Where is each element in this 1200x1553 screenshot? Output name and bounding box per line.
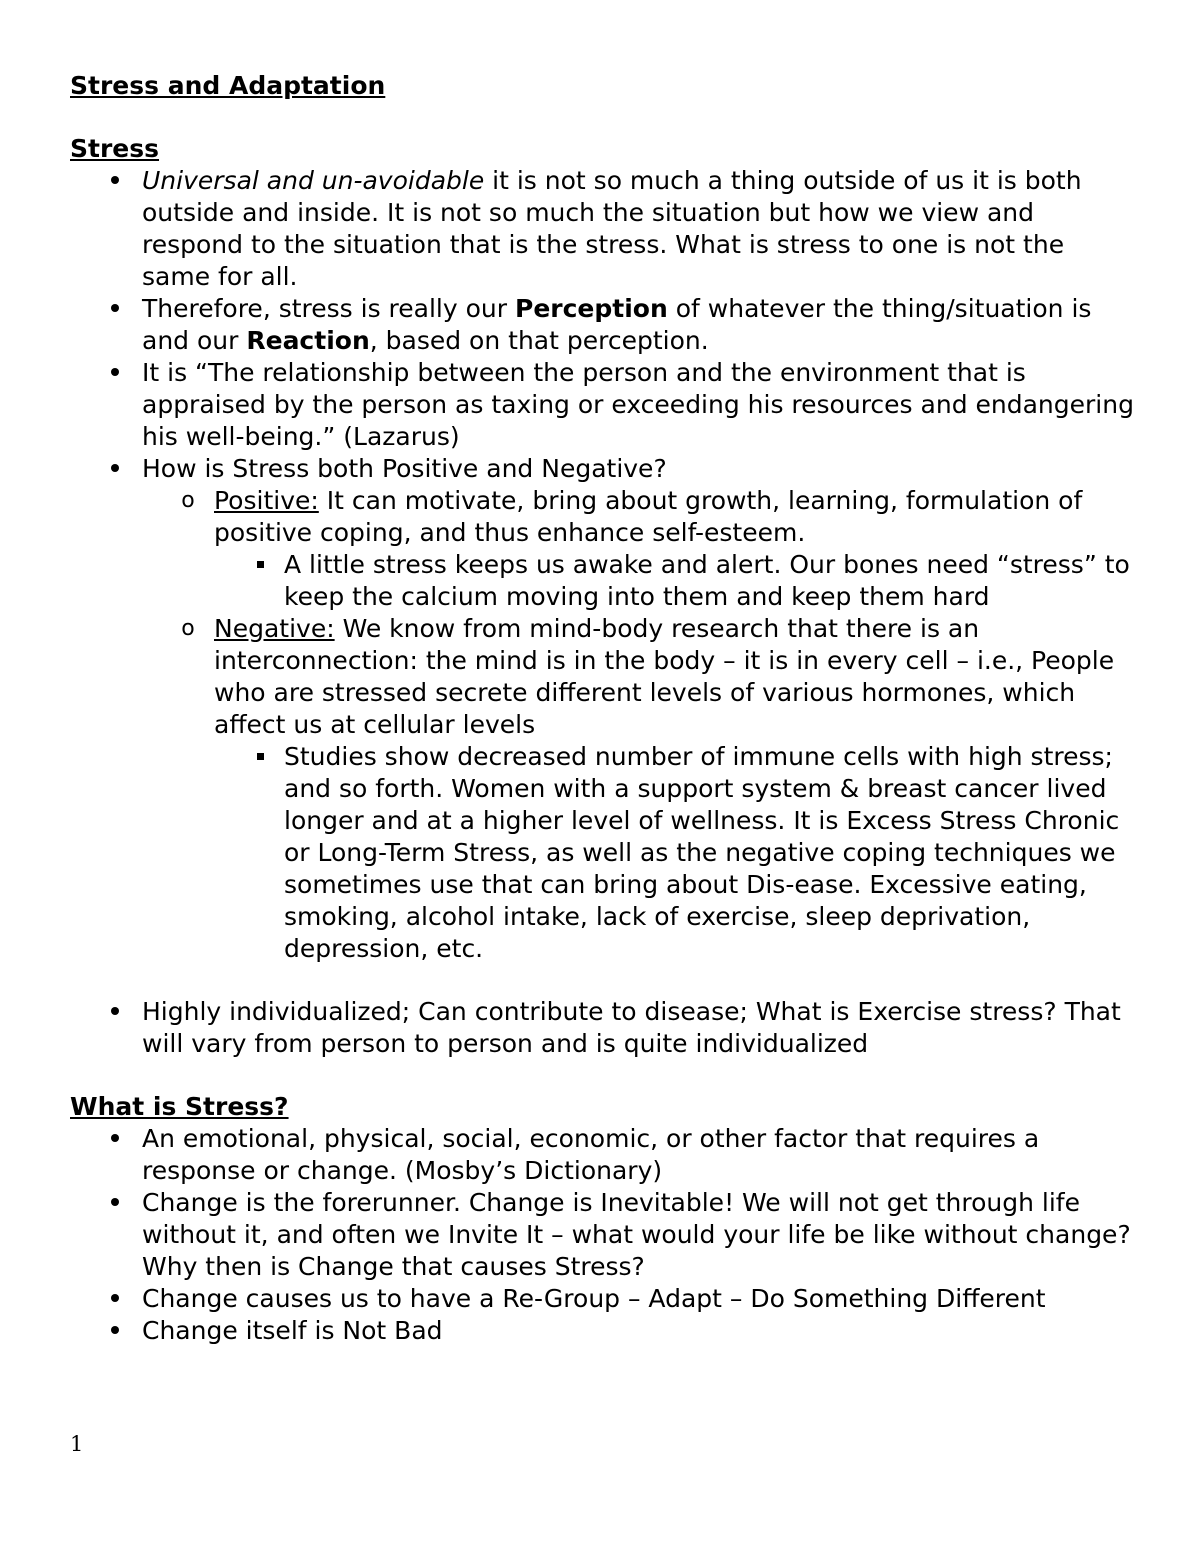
spacer — [70, 102, 1140, 133]
sub-list — [142, 485, 1140, 965]
document-body — [70, 70, 1140, 1347]
list-item-positive — [142, 485, 1140, 613]
bold-text-perception: Perception — [515, 294, 668, 323]
italic-text: Universal and un-avoidable — [142, 166, 485, 195]
list-item-text: Highly individualized; Can contribute to disease; What is Exercise stress? That will vary from person to person and is quite individualized — [142, 997, 1121, 1058]
bullet-icon — [105, 996, 125, 1028]
list-item — [70, 1187, 1140, 1283]
list-item-text: Therefore, stress is really our — [142, 294, 515, 323]
list-item — [70, 996, 1140, 1060]
list-item-text: How is Stress both Positive and Negative? — [142, 454, 667, 483]
spacer — [70, 1060, 1140, 1091]
page-number: 1 — [70, 1432, 84, 1456]
list-item — [70, 1123, 1140, 1187]
bold-text-reaction: Reaction — [246, 326, 370, 355]
list-item-text: it is not so much a thing outside of us it is both outside and inside. It is not so much the situation but how we view and respond to the situation that is the stress. What is stress to one is not the same for all. — [142, 166, 1082, 291]
square-bullet-icon — [250, 549, 270, 581]
list-item-negative — [142, 613, 1140, 965]
bullet-icon — [105, 357, 125, 389]
list-item-text: Change itself is Not Bad — [142, 1316, 443, 1345]
list-item-text: A little stress keeps us awake and alert. Our bones need “stress” to keep the calcium moving into them and keep them hard — [284, 550, 1130, 611]
bullet-icon — [105, 1283, 125, 1315]
list-item — [70, 165, 1140, 293]
square-bullet-icon — [250, 741, 270, 773]
document-title: Stress and Adaptation — [70, 71, 386, 100]
list-item-text: An emotional, physical, social, economic, or other factor that requires a response or change. (Mosby’s Dictionary) — [142, 1124, 1040, 1185]
sub-sub-list — [214, 741, 1140, 965]
bullet-icon — [105, 1123, 125, 1155]
list-item — [70, 453, 1140, 965]
list-item-text: We know from mind-body research that there is an interconnection: the mind is in the body – it is in every cell – i.e., People who are stressed secrete different levels of various hormones, which affect us at cellular levels — [214, 614, 1115, 739]
list-item — [214, 549, 1140, 613]
sub-sub-list — [214, 549, 1140, 613]
list-item-text: It is “The relationship between the person and the environment that is appraised by the person as taxing or exceeding his resources and endangering his well-being.” (Lazarus) — [142, 358, 1134, 451]
list-item-text: Studies show decreased number of immune cells with high stress; and so forth. Women with a support system & breast cancer lived longer and at a higher level of wellness. It is Excess Stress Chronic or Long-Term Stress, as well as the negative coping techniques we sometimes use that can bring about Dis-ease. Excessive eating, smoking, alcohol intake, lack of exercise, sleep deprivation, depression, etc. — [284, 742, 1120, 963]
stress-bullet-list — [70, 165, 1140, 965]
spacer — [70, 965, 1140, 996]
label-positive: Positive: — [214, 486, 319, 515]
bullet-icon — [105, 293, 125, 325]
section-heading-stress: Stress — [70, 134, 160, 163]
list-item-text: , based on that perception. — [369, 326, 709, 355]
bullet-icon — [105, 1187, 125, 1219]
list-item-text: of whatever the thing/situation is and our — [142, 294, 1092, 355]
list-item — [70, 1315, 1140, 1347]
circle-bullet-icon: o — [181, 616, 195, 641]
label-negative: Negative: — [214, 614, 335, 643]
list-item — [70, 357, 1140, 453]
what-is-stress-list — [70, 1123, 1140, 1347]
bullet-icon — [105, 453, 125, 485]
list-item-text: Change causes us to have a Re-Group – Adapt – Do Something Different — [142, 1284, 1046, 1313]
bullet-icon — [105, 165, 125, 197]
circle-bullet-icon: o — [181, 488, 195, 513]
list-item — [70, 293, 1140, 357]
bullet-icon — [105, 1315, 125, 1347]
list-item-text: Change is the forerunner. Change is Inevitable! We will not get through life without it, and often we Invite It – what would your life be like without change? Why then is Change that causes Stress? — [142, 1188, 1131, 1281]
stress-bullet-list-continued — [70, 996, 1140, 1060]
list-item — [70, 1283, 1140, 1315]
section-heading-what-is-stress: What is Stress? — [70, 1092, 289, 1121]
list-item — [214, 741, 1140, 965]
list-item-text: It can motivate, bring about growth, learning, formulation of positive coping, and thus enhance self-esteem. — [214, 486, 1083, 547]
